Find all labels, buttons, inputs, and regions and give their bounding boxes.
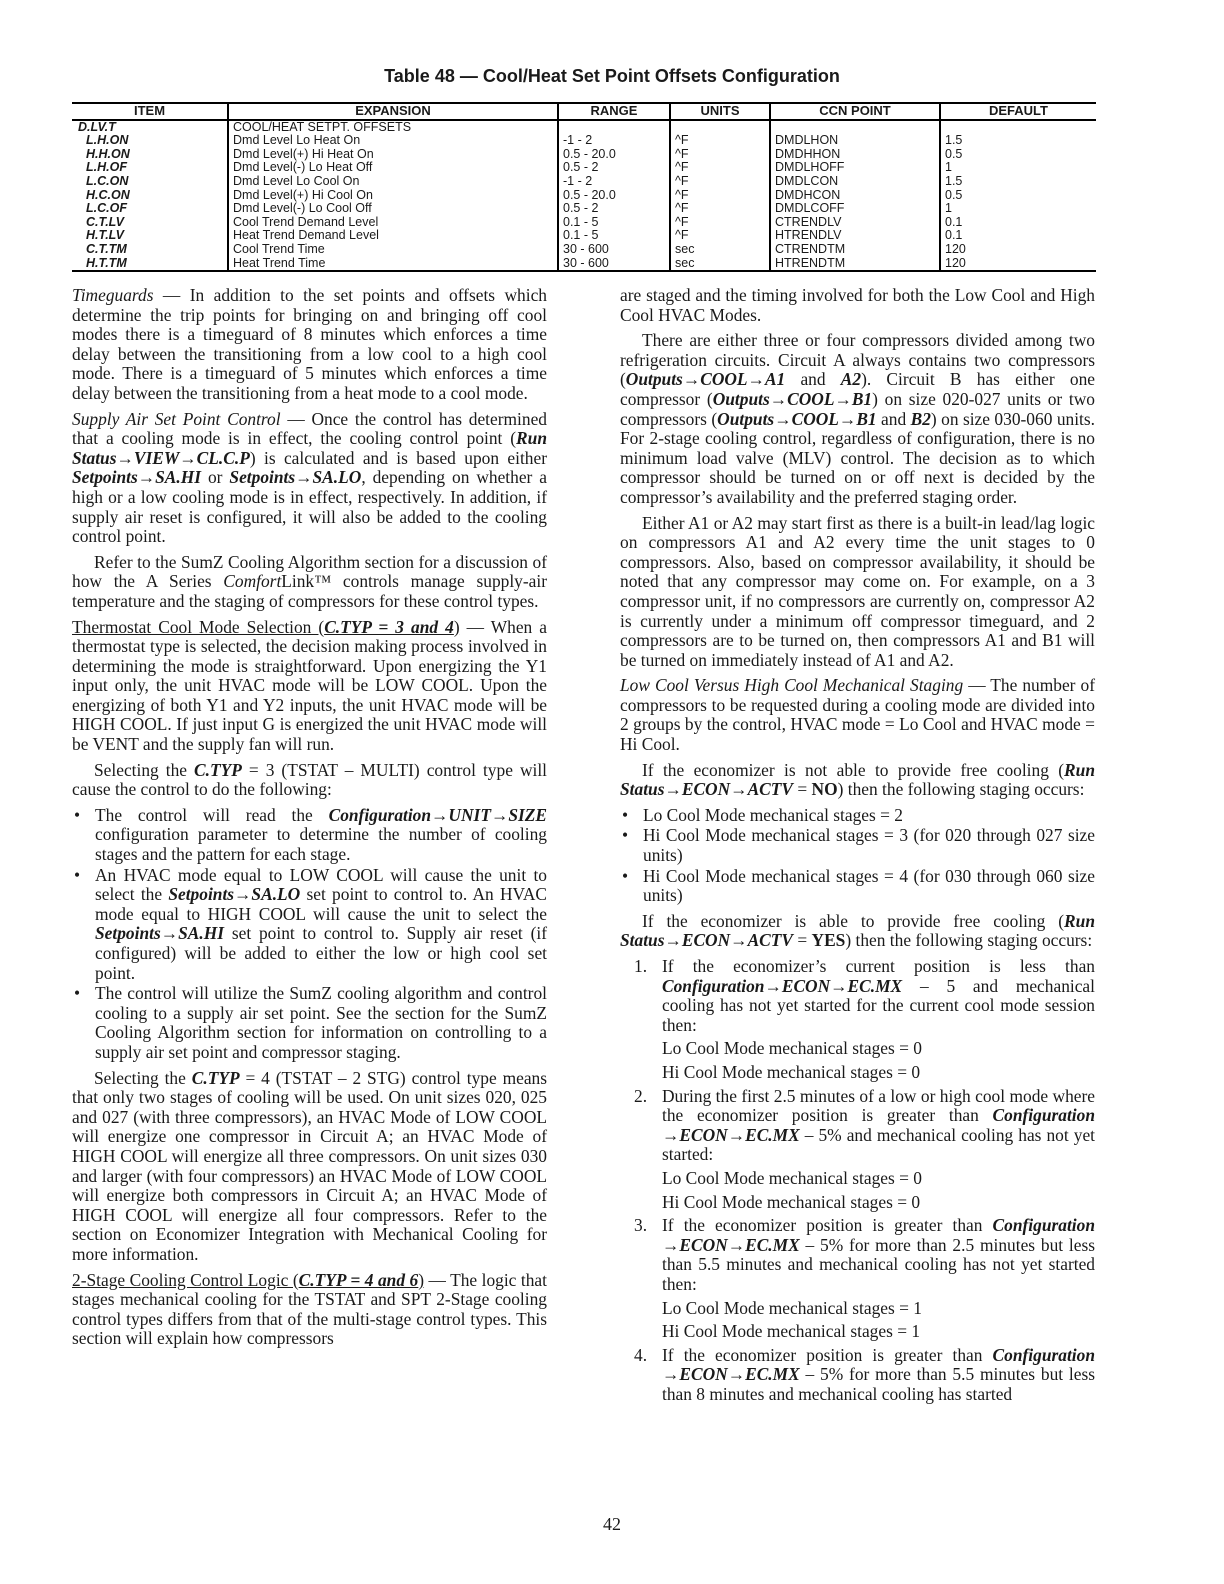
cell-ccn-point: DMDLCOFF xyxy=(770,202,940,216)
cell-range: -1 - 2 xyxy=(558,134,670,148)
refer-paragraph: Refer to the SumZ Cooling Algorithm section for a discussion of how the A Series ComfortLink™ controls manage supply-air temperature and the staging of compressors for these control types. xyxy=(72,551,547,611)
cell-units: ^F xyxy=(670,216,770,230)
left-column xyxy=(72,286,547,1355)
cell-units: ^F xyxy=(670,134,770,148)
table-row xyxy=(72,243,1096,257)
low-high-staging-paragraph: Low Cool Versus High Cool Mechanical Staging — The number of compressors to be requested during a cooling mode are divided into 2 groups by the control, HVAC mode = Lo Cool and HVAC mode = Hi Cool. xyxy=(620,675,1095,755)
cell-expansion: Heat Trend Demand Level xyxy=(228,229,558,243)
cell-ccn-point: DMDHCON xyxy=(770,189,940,203)
cell-ccn-point: CTRENDLV xyxy=(770,216,940,230)
cell-expansion: Dmd Level(+) Hi Heat On xyxy=(228,148,558,162)
compressor-circuits-paragraph: There are either three or four compressors divided among two refrigeration circuits. Circuit A always contains two compressors (Outputs→COOL→A1 and A2). Circuit B has either one compressor (Outputs→COOL→B1) on size 020-027 units or two compressors (Outputs→COOL→B1 and B2) on size 030-060 units. For 2-stage cooling control, regardless of configuration, there is no minimum load valve (MLV) control. The decision as to which compressor should be turned on or off next is decided by the compressor’s availability and the preferred staging order. xyxy=(620,330,1095,507)
header-range: RANGE xyxy=(558,103,670,120)
two-stage-paragraph: 2-Stage Cooling Control Logic (C.TYP = 4 and 6) — The logic that stages mechanical cooling for the TSTAT and SPT 2-Stage cooling control types differs from that of the multi-stage control types. This section will explain how compressors xyxy=(72,1269,547,1349)
cell-units: ^F xyxy=(670,189,770,203)
timeguards-heading: Timeguards xyxy=(72,285,154,305)
cell-range: 30 - 600 xyxy=(558,257,670,272)
cell-default: 1 xyxy=(940,161,1096,175)
list-item: • An HVAC mode equal to LOW COOL will cause the unit to select the Setpoints→SA.LO set point to control to. An HVAC mode equal to HIGH COOL will cause the unit to select the Setpoints→SA.HI set point to control to. Supply air reset (if configured) will be added to either the low or high cool set point. xyxy=(72,866,547,984)
group-item: D.LV.T xyxy=(78,119,116,134)
cell-ccn-point: DMDLHOFF xyxy=(770,161,940,175)
continuation-paragraph: are staged and the timing involved for both the Low Cool and High Cool HVAC Modes. xyxy=(620,285,1095,325)
cell-default: 1.5 xyxy=(940,175,1096,189)
cell-expansion: Dmd Level(-) Lo Cool Off xyxy=(228,202,558,216)
list-item: 3. If the economizer position is greater than Configuration →ECON→EC.MX – 5% for more than 2.5 minutes but less than 5.5 minutes and mechanical cooling has not yet started then: Lo Cool Mode mechanical stages = 1 Hi Cool Mode mechanical stages = 1 xyxy=(634,1215,1095,1342)
cell-expansion: Dmd Level Lo Heat On xyxy=(228,134,558,148)
cell-expansion: Dmd Level(-) Lo Heat Off xyxy=(228,161,558,175)
cell-expansion: Heat Trend Time xyxy=(228,257,558,272)
supply-air-heading: Supply Air Set Point Control xyxy=(72,408,281,429)
thermostat-paragraph: Thermostat Cool Mode Selection (C.TYP = 3 and 4) — When a thermostat type is selected, the decision making process involved in determining the mode is straightforward. Upon energizing the Y1 input only, the unit HVAC mode will be LOW COOL. Upon the energizing of both Y1 and Y2 inputs, the unit HVAC mode will be HIGH COOL. If just input G is energized the unit HVAC mode will be VENT and the supply fan will run. xyxy=(72,616,547,755)
header-expansion: EXPANSION xyxy=(228,103,558,120)
select-ctyp3-paragraph: Selecting the C.TYP = 3 (TSTAT – MULTI) control type will cause the control to do the following: xyxy=(72,759,547,800)
cell-item: H.T.TM xyxy=(72,257,228,272)
cell-expansion: Dmd Level Lo Cool On xyxy=(228,175,558,189)
cell-item: L.H.OF xyxy=(86,160,127,175)
economizer-no-paragraph: If the economizer is not able to provide free cooling (Run Status→ECON→ACTV = NO) then the following staging occurs: xyxy=(620,759,1095,800)
table-row xyxy=(72,175,1096,189)
cell-range: 0.5 - 2 xyxy=(558,202,670,216)
table-row xyxy=(72,189,1096,203)
cell-default: 0.5 xyxy=(940,189,1096,203)
two-stage-heading: 2-Stage Cooling Control Logic (C.TYP = 4 and 6) xyxy=(72,1269,425,1290)
cell-item: C.T.LV xyxy=(86,214,124,229)
cell-range: 0.5 - 20.0 xyxy=(558,148,670,162)
staging-bullet-list xyxy=(620,806,1095,906)
page-number: 42 xyxy=(603,1514,621,1534)
cell-units: sec xyxy=(670,243,770,257)
list-item: 1. If the economizer’s current position is less than Configuration→ECON→EC.MX – 5 and mechanical cooling has not yet started for the current cool mode session then: Lo Cool Mode mechanical stages = 0 Hi Cool Mode mechanical stages = 0 xyxy=(634,956,1095,1082)
cell-item: L.C.OF xyxy=(86,201,127,216)
cell-range: 0.1 - 5 xyxy=(558,216,670,230)
cell-range: -1 - 2 xyxy=(558,175,670,189)
right-column xyxy=(620,286,1095,1408)
cell-item: H.C.ON xyxy=(86,187,130,202)
cell-ccn-point: HTRENDLV xyxy=(770,229,940,243)
table-row xyxy=(72,257,1096,272)
header-ccn-point: CCN POINT xyxy=(770,103,940,120)
cell-units: ^F xyxy=(670,202,770,216)
select-ctyp4-paragraph: Selecting the C.TYP = 4 (TSTAT – 2 STG) control type means that only two stages of cooling will be used. On unit sizes 020, 025 and 027 (with three compressors), an HVAC Mode of LOW COOL will energize one compressor in Circuit A; an HVAC Mode of HIGH COOL will energize all three compressors. On unit sizes 030 and larger (with four compressors) an HVAC Mode of LOW COOL will energize both compressors in Circuit A; an HVAC Mode of HIGH COOL will energize all four compressors. Refer to the section on Economizer Integration with Mechanical Cooling for more information. xyxy=(72,1067,547,1264)
cell-range: 30 - 600 xyxy=(558,243,670,257)
low-high-staging-heading: Low Cool Versus High Cool Mechanical Staging xyxy=(620,675,964,696)
economizer-yes-paragraph: If the economizer is able to provide free cooling (Run Status→ECON→ACTV = YES) then the following staging occurs: xyxy=(620,910,1095,951)
cell-ccn-point: CTRENDTM xyxy=(770,243,940,257)
list-item: 2. During the first 2.5 minutes of a low or high cool mode where the economizer position is greater than Configuration →ECON→EC.MX – 5% and mechanical cooling has not yet started: Lo Cool Mode mechanical stages = 0 Hi Cool Mode mechanical stages = 0 xyxy=(634,1085,1095,1212)
cell-item: L.C.ON xyxy=(86,173,129,188)
cell-default: 0.1 xyxy=(940,216,1096,230)
cell-range: 0.5 - 2 xyxy=(558,161,670,175)
list-item: • Hi Cool Mode mechanical stages = 4 (for 030 through 060 size units) xyxy=(620,867,1095,906)
thermostat-heading: Thermostat Cool Mode Selection (C.TYP = 3 and 4) xyxy=(72,616,460,637)
header-default: DEFAULT xyxy=(940,103,1096,120)
cell-item: L.H.ON xyxy=(86,133,129,148)
table-row xyxy=(72,202,1096,216)
cell-default: 0.1 xyxy=(940,229,1096,243)
cell-default: 1 xyxy=(940,202,1096,216)
cell-item: H.H.ON xyxy=(86,146,130,161)
list-item: • Hi Cool Mode mechanical stages = 3 (for 020 through 027 size units) xyxy=(620,826,1095,865)
cell-expansion: Dmd Level(+) Hi Cool On xyxy=(228,189,558,203)
table-header-row xyxy=(72,103,1096,120)
cell-units: ^F xyxy=(670,175,770,189)
list-item: • The control will utilize the SumZ cooling algorithm and control cooling to a supply air set point. See the section for the SumZ Cooling Algorithm section for information on controlling to a supply air set point and compressor staging. xyxy=(72,984,547,1062)
cell-ccn-point: DMDHHON xyxy=(770,148,940,162)
ctyp3-bullet-list xyxy=(72,806,547,1063)
cell-expansion: Cool Trend Demand Level xyxy=(228,216,558,230)
cell-units: sec xyxy=(670,257,770,272)
table-row xyxy=(72,148,1096,162)
cell-default: 0.5 xyxy=(940,148,1096,162)
header-units: UNITS xyxy=(670,103,770,120)
list-item: • The control will read the Configuration→UNIT→SIZE configuration parameter to determine the number of cooling stages and the pattern for each stage. xyxy=(72,806,547,865)
header-item: ITEM xyxy=(72,103,228,120)
cell-default: 120 xyxy=(940,243,1096,257)
cell-units: ^F xyxy=(670,161,770,175)
cell-default: 120 xyxy=(940,257,1096,272)
cell-range: 0.1 - 5 xyxy=(558,229,670,243)
table-row xyxy=(72,161,1096,175)
cell-item: C.T.TM xyxy=(86,241,127,256)
cell-default: 1.5 xyxy=(940,134,1096,148)
table-title: Table 48 — Cool/Heat Set Point Offsets Configuration xyxy=(384,66,840,86)
list-item: • Lo Cool Mode mechanical stages = 2 xyxy=(620,806,1095,826)
list-item: 4. If the economizer position is greater than Configuration →ECON→EC.MX – 5% for more than 5.5 minutes but less than 8 minutes and mechanical cooling has started xyxy=(634,1344,1095,1404)
timeguards-paragraph: Timeguards — In addition to the set points and offsets which determine the trip points for bringing on and bringing off cool modes there is a timeguard of 8 minutes which enforces a time delay between the transitioning from a low cool to a high cool mode. There is a timeguard of 5 minutes which enforces a time delay between the transitioning from a heat mode to a cool mode. xyxy=(72,285,547,403)
cell-ccn-point: DMDLHON xyxy=(770,134,940,148)
table-row xyxy=(72,134,1096,148)
config-table xyxy=(72,102,1096,272)
lead-lag-paragraph: Either A1 or A2 may start first as there is a built-in lead/lag logic on compressors A1 and A2 every time the unit stages to 0 compressors. Also, based on compressor availability, it should be noted that any compressor may come on. For example, on a 3 compressor unit, if no compressors are currently on, compressor A2 is currently under a minimum off compressor timeguard, and 2 compressors are to be turned on, then compressors A1 and B1 will be turned on immediately instead of A1 and A2. xyxy=(620,512,1095,670)
cell-units: ^F xyxy=(670,229,770,243)
table-body xyxy=(72,120,1096,272)
table-row xyxy=(72,216,1096,230)
cell-range: 0.5 - 20.0 xyxy=(558,189,670,203)
group-expansion: COOL/HEAT SETPT. OFFSETS xyxy=(228,120,558,135)
table-group-row xyxy=(72,120,1096,135)
staging-steps-list xyxy=(620,957,1095,1404)
table-row xyxy=(72,229,1096,243)
cell-units: ^F xyxy=(670,148,770,162)
cell-ccn-point: HTRENDTM xyxy=(770,257,940,272)
cell-expansion: Cool Trend Time xyxy=(228,243,558,257)
cell-item: H.T.LV xyxy=(86,228,124,243)
cell-ccn-point: DMDLCON xyxy=(770,175,940,189)
supply-air-paragraph: Supply Air Set Point Control — Once the control has determined that a cooling mode is in effect, the cooling control point (Run Status→VIEW→CL.C.P) is calculated and is based upon either Setpoints→SA.HI or Setpoints→SA.LO, depending on whether a high or a low cooling mode is in effect, respectively. In addition, if supply air reset is configured, it will also be added to the cooling control point. xyxy=(72,408,547,547)
